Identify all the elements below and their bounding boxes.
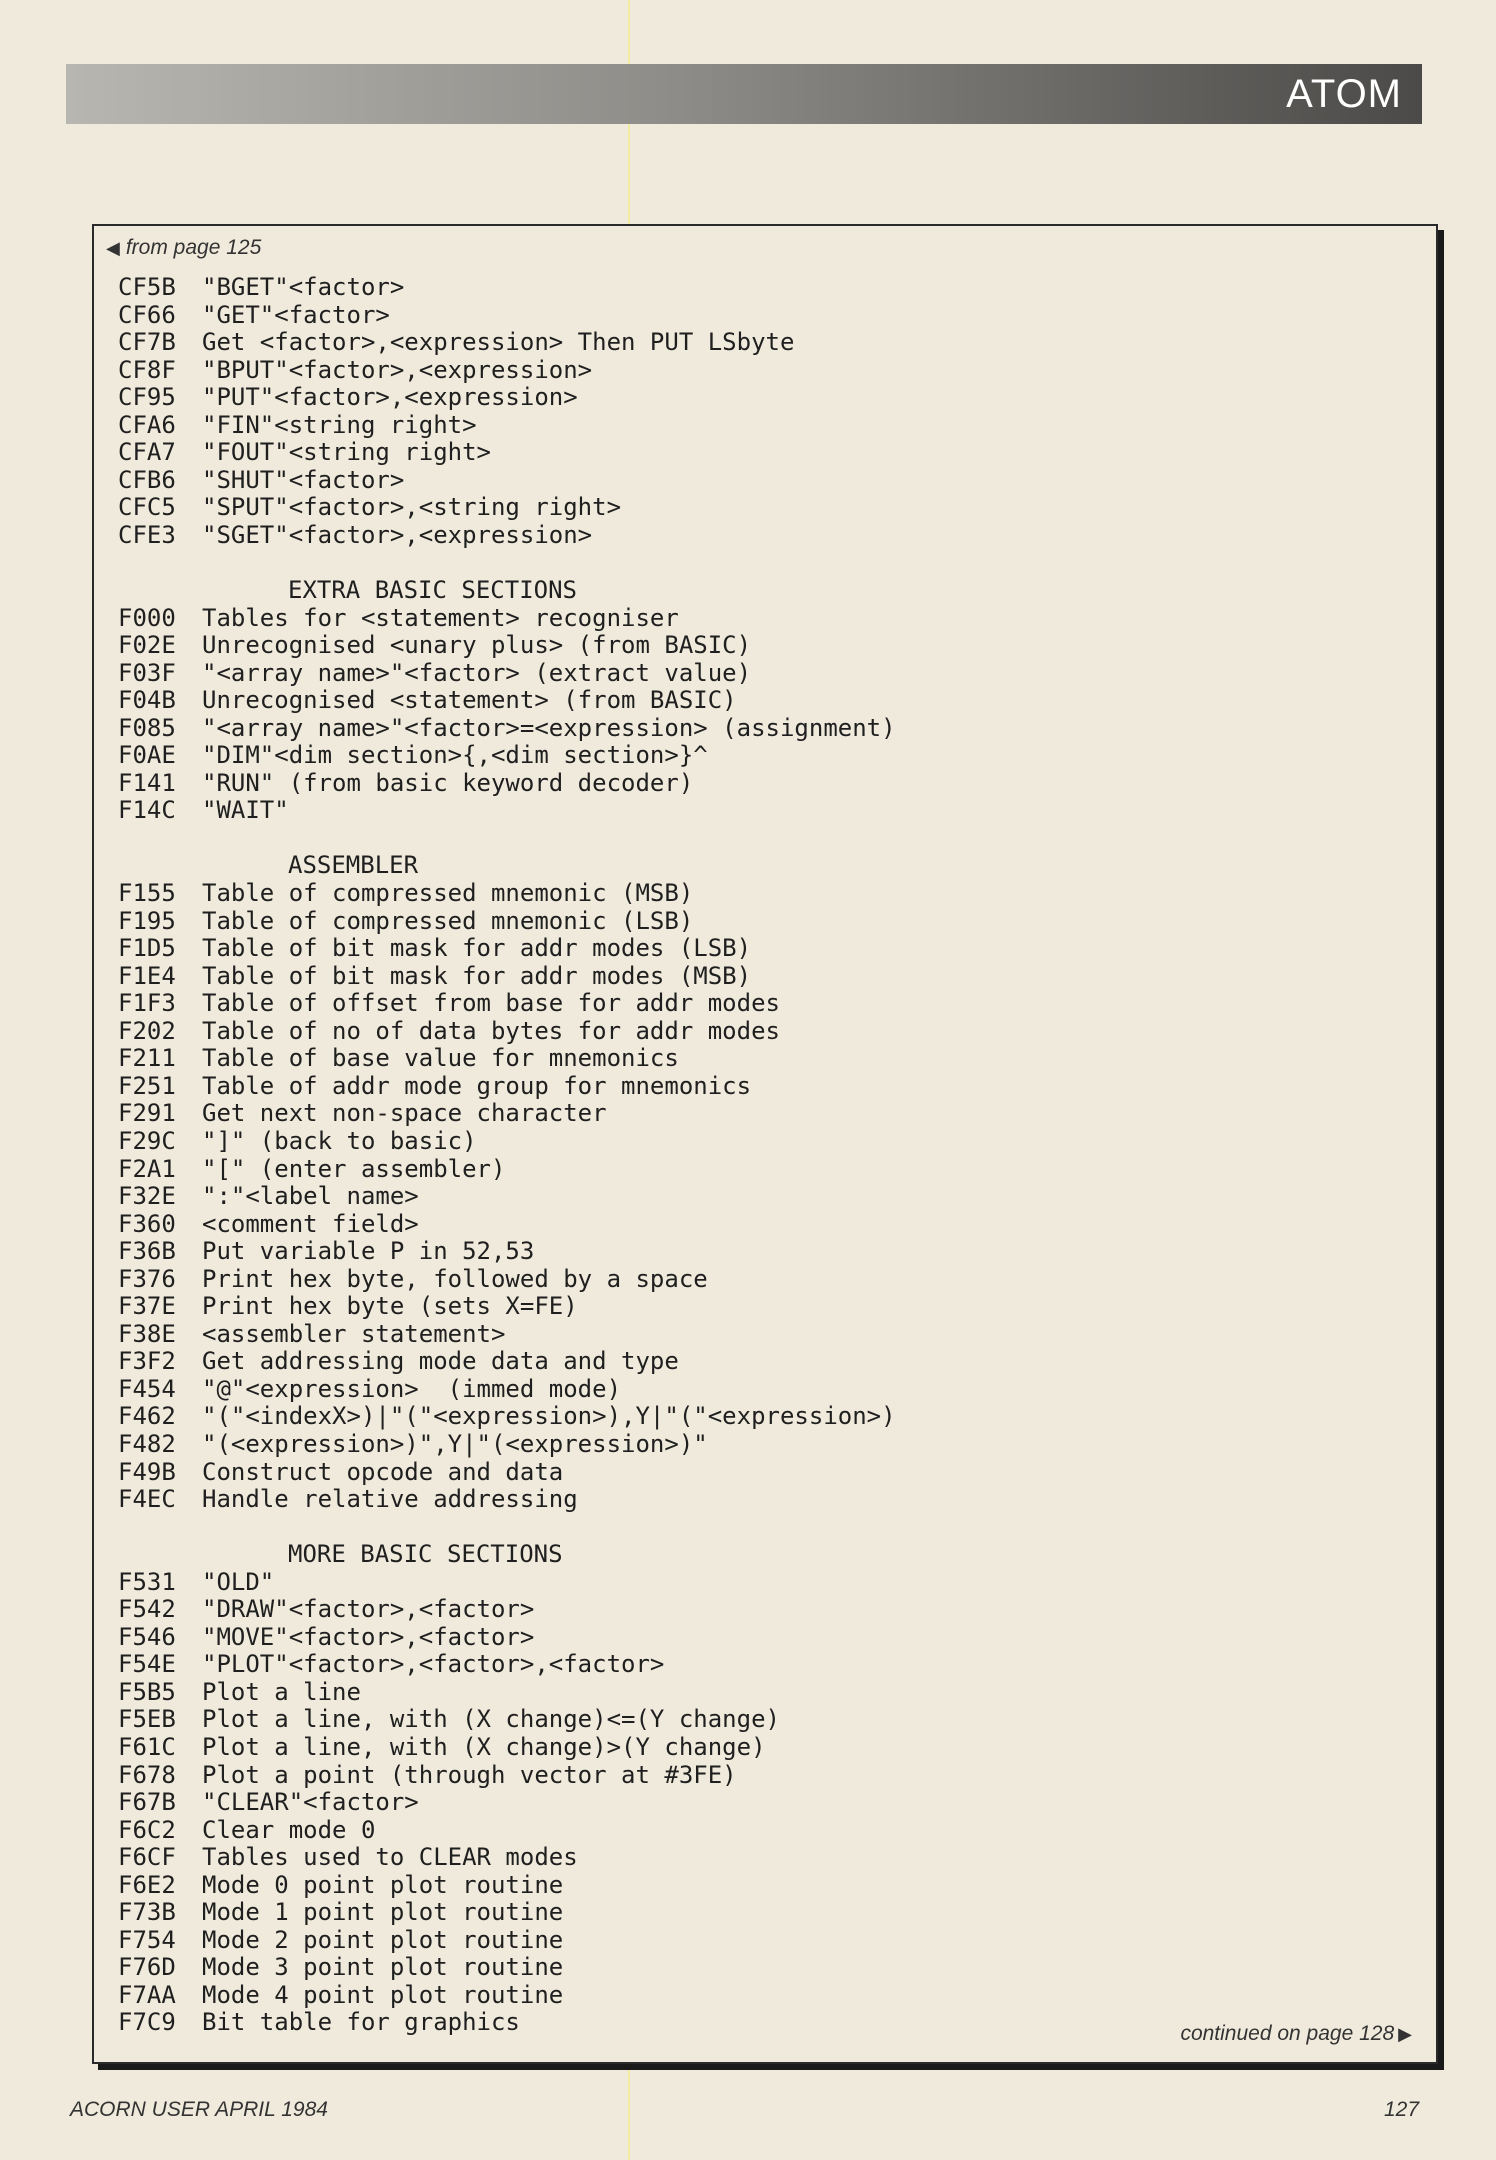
listing-row	[118, 1817, 1418, 1845]
listing-address: CFC5	[118, 493, 176, 522]
listing-row	[118, 660, 1418, 688]
from-page-text: from page 125	[125, 236, 262, 259]
listing-address: F155	[118, 879, 176, 908]
listing-address: F211	[118, 1044, 176, 1073]
listing-row	[118, 1431, 1418, 1459]
listing-description: "]" (back to basic)	[202, 1126, 477, 1155]
listing-address: CFA7	[118, 438, 176, 467]
listing-row	[118, 632, 1418, 660]
listing-row	[118, 963, 1418, 991]
listing-description: "SPUT"<factor>,<string right>	[202, 493, 622, 522]
listing-address: CF7B	[118, 328, 176, 357]
listing-description: Mode 3 point plot routine	[202, 1953, 564, 1982]
listing-row	[118, 439, 1418, 467]
page-number: 127	[1384, 2098, 1420, 2121]
listing-address: CFA6	[118, 410, 176, 439]
listing-description: "RUN" (from basic keyword decoder)	[202, 768, 694, 797]
listing-row	[118, 605, 1418, 633]
listing-row	[118, 1100, 1418, 1128]
listing-address: F02E	[118, 631, 176, 660]
listing-address: CF95	[118, 383, 176, 412]
listing-address: F03F	[118, 658, 176, 687]
listing-description: Unrecognised <unary plus> (from BASIC)	[202, 631, 752, 660]
listing-description: Bit table for graphics	[202, 2008, 520, 2037]
listing-description: "FOUT"<string right>	[202, 438, 491, 467]
listing-address: F49B	[118, 1457, 176, 1486]
listing-panel	[92, 224, 1438, 2064]
listing-address: F7C9	[118, 2008, 176, 2037]
listing-address: F38E	[118, 1319, 176, 1348]
listing-description: Mode 4 point plot routine	[202, 1980, 564, 2009]
listing-address: CFB6	[118, 465, 176, 494]
listing-description: Construct opcode and data	[202, 1457, 564, 1486]
section-header-bar	[66, 64, 1422, 124]
listing-description: "<array name>"<factor> (extract value)	[202, 658, 752, 687]
listing-row	[118, 1403, 1418, 1431]
listing-description: Clear mode 0	[202, 1815, 376, 1844]
listing-row	[118, 522, 1418, 550]
section-heading	[118, 852, 1418, 880]
listing-row	[118, 1183, 1418, 1211]
listing-description: "@"<expression> (immed mode)	[202, 1374, 622, 1403]
listing-description: Plot a line	[202, 1677, 361, 1706]
listing-description: Table of no of data bytes for addr modes	[202, 1016, 780, 1045]
listing-description: "(<expression>)",Y|"(<expression>)"	[202, 1429, 708, 1458]
listing-address: F1E4	[118, 961, 176, 990]
listing-row	[118, 1954, 1418, 1982]
listing-address: F73B	[118, 1898, 176, 1927]
listing-row	[118, 549, 1418, 577]
listing-address: F000	[118, 603, 176, 632]
listing-row	[118, 1927, 1418, 1955]
listing-address: F546	[118, 1622, 176, 1651]
listing-address: F7AA	[118, 1980, 176, 2009]
listing-description: Table of bit mask for addr modes (MSB)	[202, 961, 752, 990]
listing-address: F67B	[118, 1788, 176, 1817]
listing-address: F6C2	[118, 1815, 176, 1844]
section-heading	[118, 1541, 1418, 1569]
listing-description: Plot a point (through vector at #3FE)	[202, 1760, 737, 1789]
listing-row	[118, 1348, 1418, 1376]
listing-row	[118, 1238, 1418, 1266]
listing-description: Table of addr mode group for mnemonics	[202, 1071, 752, 1100]
listing-row	[118, 1018, 1418, 1046]
listing-row	[118, 770, 1418, 798]
listing-description: "BGET"<factor>	[202, 273, 405, 301]
listing-description: "FIN"<string right>	[202, 410, 477, 439]
memory-map-listing	[118, 274, 1418, 2037]
listing-description: "GET"<factor>	[202, 300, 390, 329]
listing-row	[118, 1156, 1418, 1184]
listing-description: "<array name>"<factor>=<expression> (assignment)	[202, 713, 896, 742]
listing-description: Get <factor>,<expression> Then PUT LSbyte	[202, 328, 795, 357]
listing-address: F54E	[118, 1650, 176, 1679]
listing-row	[118, 274, 1418, 302]
listing-description: Get next non-space character	[202, 1099, 607, 1128]
listing-address: F291	[118, 1099, 176, 1128]
listing-row	[118, 1982, 1418, 2010]
listing-address: CF8F	[118, 355, 176, 384]
listing-row	[118, 1569, 1418, 1597]
listing-description: Plot a line, with (X change)<=(Y change)	[202, 1705, 780, 1734]
listing-row	[118, 935, 1418, 963]
listing-row	[118, 715, 1418, 743]
section-title: ATOM	[1286, 72, 1402, 116]
listing-description: Table of compressed mnemonic (LSB)	[202, 906, 694, 935]
listing-description: Handle relative addressing	[202, 1485, 578, 1514]
listing-address: F085	[118, 713, 176, 742]
listing-address: F678	[118, 1760, 176, 1789]
listing-address: F5B5	[118, 1677, 176, 1706]
listing-row	[118, 908, 1418, 936]
listing-address: F76D	[118, 1953, 176, 1982]
listing-description: "PLOT"<factor>,<factor>,<factor>	[202, 1650, 665, 1679]
listing-address: F1D5	[118, 934, 176, 963]
listing-description: "BPUT"<factor>,<expression>	[202, 355, 593, 384]
listing-row	[118, 687, 1418, 715]
listing-row	[118, 1211, 1418, 1239]
listing-description: Get addressing mode data and type	[202, 1347, 679, 1376]
listing-description: "DIM"<dim section>{,<dim section>}^	[202, 741, 708, 770]
listing-address: F29C	[118, 1126, 176, 1155]
listing-row	[118, 412, 1418, 440]
listing-address: F251	[118, 1071, 176, 1100]
listing-address: F1F3	[118, 989, 176, 1018]
listing-description: <comment field>	[202, 1209, 419, 1238]
listing-row	[118, 880, 1418, 908]
listing-description: <assembler statement>	[202, 1319, 506, 1348]
listing-row	[118, 742, 1418, 770]
listing-address: F3F2	[118, 1347, 176, 1376]
listing-description: Unrecognised <statement> (from BASIC)	[202, 686, 737, 715]
listing-description: Tables used to CLEAR modes	[202, 1843, 578, 1872]
listing-address: CF5B	[118, 273, 176, 301]
listing-row	[118, 1706, 1418, 1734]
listing-address: CF66	[118, 300, 176, 329]
listing-row	[118, 1486, 1418, 1514]
listing-row	[118, 384, 1418, 412]
listing-address: F4EC	[118, 1485, 176, 1514]
listing-description: Mode 1 point plot routine	[202, 1898, 564, 1927]
listing-row	[118, 1762, 1418, 1790]
listing-address: F754	[118, 1925, 176, 1954]
listing-address: F0AE	[118, 741, 176, 770]
listing-row	[118, 990, 1418, 1018]
section-heading-text: EXTRA BASIC SECTIONS	[288, 576, 577, 605]
listing-row	[118, 1128, 1418, 1156]
listing-description: Table of offset from base for addr modes	[202, 989, 780, 1018]
listing-description: "CLEAR"<factor>	[202, 1788, 419, 1817]
listing-address: F202	[118, 1016, 176, 1045]
section-heading	[118, 577, 1418, 605]
listing-address: F454	[118, 1374, 176, 1403]
listing-description: Mode 0 point plot routine	[202, 1870, 564, 1899]
listing-description: "OLD"	[202, 1567, 275, 1596]
listing-row	[118, 1624, 1418, 1652]
listing-description: Put variable P in 52,53	[202, 1237, 535, 1266]
listing-row	[118, 1872, 1418, 1900]
listing-row	[118, 1293, 1418, 1321]
listing-row	[118, 302, 1418, 330]
listing-row	[118, 1596, 1418, 1624]
listing-description: Table of base value for mnemonics	[202, 1044, 679, 1073]
listing-row	[118, 357, 1418, 385]
listing-address: CFE3	[118, 520, 176, 549]
listing-row	[118, 1679, 1418, 1707]
listing-description: Table of compressed mnemonic (MSB)	[202, 879, 694, 908]
listing-address: F37E	[118, 1292, 176, 1321]
listing-address: F2A1	[118, 1154, 176, 1183]
listing-description: ":"<label name>	[202, 1182, 419, 1211]
listing-description: "MOVE"<factor>,<factor>	[202, 1622, 535, 1651]
right-triangle-icon: ▶	[1398, 2024, 1412, 2044]
listing-row	[118, 1899, 1418, 1927]
listing-description: Mode 2 point plot routine	[202, 1925, 564, 1954]
listing-row	[118, 825, 1418, 853]
listing-address: F36B	[118, 1237, 176, 1266]
section-heading-text: MORE BASIC SECTIONS	[288, 1540, 563, 1569]
listing-row	[118, 494, 1418, 522]
listing-address: F14C	[118, 796, 176, 825]
listing-address: F6E2	[118, 1870, 176, 1899]
listing-row	[118, 1734, 1418, 1762]
listing-address: F195	[118, 906, 176, 935]
listing-address: F32E	[118, 1182, 176, 1211]
listing-description: "PUT"<factor>,<expression>	[202, 383, 578, 412]
listing-address: F6CF	[118, 1843, 176, 1872]
listing-address: F04B	[118, 686, 176, 715]
listing-address: F61C	[118, 1732, 176, 1761]
listing-description: "WAIT"	[202, 796, 289, 825]
listing-description: "[" (enter assembler)	[202, 1154, 506, 1183]
listing-description: Table of bit mask for addr modes (LSB)	[202, 934, 752, 963]
listing-row	[118, 1376, 1418, 1404]
listing-description: "("<indexX>)|"("<expression>),Y|"("<expression>)	[202, 1402, 896, 1431]
listing-row	[118, 1073, 1418, 1101]
listing-description: "DRAW"<factor>,<factor>	[202, 1595, 535, 1624]
listing-row	[118, 1321, 1418, 1349]
listing-row	[118, 1514, 1418, 1542]
listing-row	[118, 467, 1418, 495]
from-page-note	[106, 236, 261, 260]
section-heading-text: ASSEMBLER	[288, 851, 419, 880]
magazine-issue-footer: ACORN USER APRIL 1984	[70, 2098, 328, 2121]
left-triangle-icon: ◀	[106, 238, 120, 258]
continued-note	[1180, 2022, 1412, 2046]
listing-description: "SHUT"<factor>	[202, 465, 405, 494]
listing-address: F462	[118, 1402, 176, 1431]
continued-text: continued on page 128	[1180, 2022, 1395, 2045]
listing-description: Print hex byte, followed by a space	[202, 1264, 708, 1293]
listing-row	[118, 797, 1418, 825]
listing-description: "SGET"<factor>,<expression>	[202, 520, 593, 549]
listing-address: F141	[118, 768, 176, 797]
listing-row	[118, 1459, 1418, 1487]
listing-address: F482	[118, 1429, 176, 1458]
listing-description: Tables for <statement> recogniser	[202, 603, 679, 632]
listing-description: Plot a line, with (X change)>(Y change)	[202, 1732, 766, 1761]
listing-row	[118, 1844, 1418, 1872]
listing-address: F531	[118, 1567, 176, 1596]
listing-address: F376	[118, 1264, 176, 1293]
listing-row	[118, 1266, 1418, 1294]
listing-row	[118, 1789, 1418, 1817]
listing-row	[118, 1045, 1418, 1073]
listing-description: Print hex byte (sets X=FE)	[202, 1292, 578, 1321]
listing-row	[118, 329, 1418, 357]
listing-row	[118, 1651, 1418, 1679]
listing-address: F542	[118, 1595, 176, 1624]
listing-address: F5EB	[118, 1705, 176, 1734]
listing-address: F360	[118, 1209, 176, 1238]
